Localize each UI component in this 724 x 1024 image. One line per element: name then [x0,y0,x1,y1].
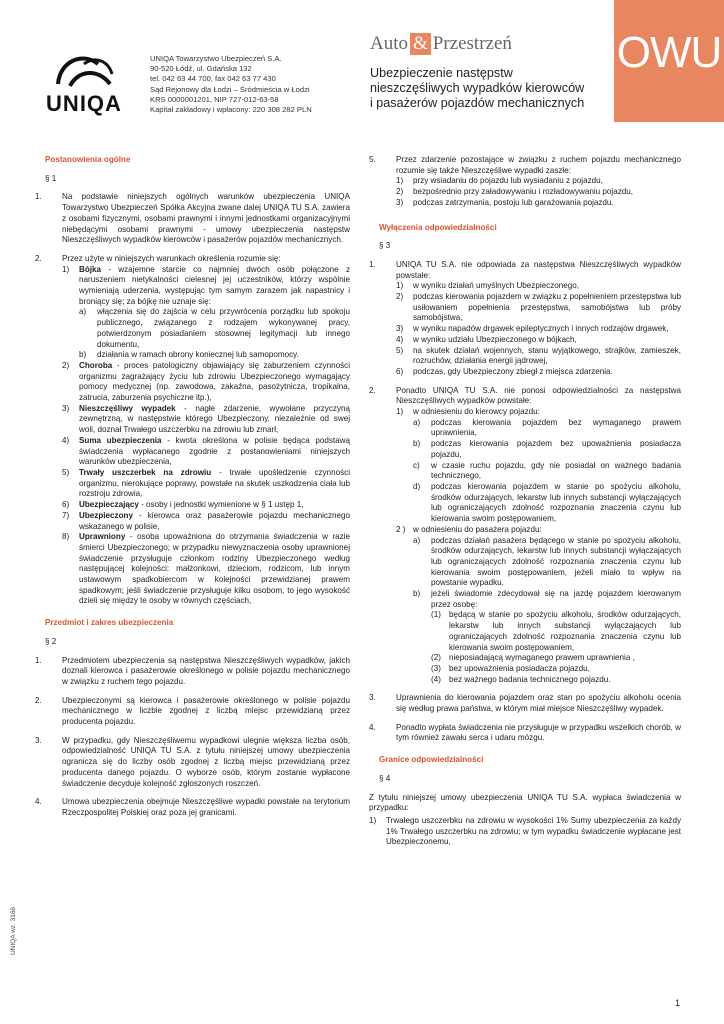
definition [62,436,350,468]
sub-sub-number: (4) [431,674,441,684]
clause-number: 4. [35,797,42,807]
item-text: bezpośrednio przy załadowywaniu i rozładowywaniu pojazdu, [413,187,634,197]
sub-sub-text: nieposiadającą wymaganego prawem uprawnienia , [449,653,635,663]
definition [62,500,350,511]
item-number: 1) [396,176,404,186]
company-line: Sąd Rejonowy dla Łodzi – Śródmieścia w Łodzi [150,84,310,94]
clause-number: 2. [369,385,376,395]
sub-text: podczas działań pasażera będącego w stanie po spożyciu alkoholu, środków odurzających, lekarstw lub innych substancji wyłączających lub ograniczających zdolność rozpoznania znaczenia czynu lub kierowania swoim postępowaniem, jeżeli miało to wpływ na powstanie wypadku, [431,535,681,588]
item-text: w odniesieniu do pasażera pojazdu: [413,524,542,534]
page-number: 1 [675,998,681,1008]
item-number: 5) [396,345,404,355]
sub-letter: a) [413,417,421,427]
def-text: - nagłe zdarzenie, wywołane przyczyną zewnętrzną, w następstwie którego Ubezpieczony, niezależnie od swej woli, doznał Trwałego uszczerbku na zdrowiu lub zmarł, [79,403,350,435]
clause-intro: Z tytułu niniejszej umowy ubezpieczenia UNIQA TU S.A. wypłaca świadczenia w przypadku: [369,792,681,813]
item-text: na skutek działań wojennych, stanu wyjątkowego, strajków, zamieszek, rozruchów, działania energii jądrowej, [413,345,681,366]
item-number: 3) [396,324,404,334]
item-number: 6) [396,366,404,376]
sub-letter: d) [413,481,421,491]
definition [62,468,350,500]
list-item [396,324,681,335]
list-item [396,346,681,367]
sub-letter: b) [413,589,421,599]
clause-body [396,155,681,209]
title-line: Ubezpieczenie następstw [370,66,513,80]
list-item [369,816,681,848]
item-body [413,407,681,525]
list-item [396,367,681,378]
paragraph-heading: § 4 [379,773,391,783]
item-text: podczas, gdy Ubezpieczony zbiegł z miejsca zdarzenia. [413,366,613,376]
def-number: 6) [62,500,70,510]
clause-text: Ponadto UNIQA TU S.A. nie ponosi odpowiedzialności za następstwa Nieszczęśliwych wypadków powstałe: [396,385,681,406]
paragraph-heading: § 3 [379,241,391,251]
sub-letter: b) [413,439,421,449]
clause-text: Na podstawie niniejszych ogólnych warunków ubezpieczenia UNIQA Towarzystwo Ubezpieczeń Spółka Akcyjna zwane dalej UNIQA TU S.A. zawiera z osobami fizycznymi, osobami prawnymi i innymi jednostkami organizacyjnymi niebędącymi osobami prawnymi - umowy ubezpieczenia następstw Nieszczęśliwych wypadków kierowców i pasażerów pojazdów mechanicznych. [62,192,350,245]
clause [35,254,350,607]
def-body [79,511,350,532]
uniqa-logo-mark-icon [38,50,130,90]
product-brand [370,33,512,55]
item-number: 4) [396,334,404,344]
clause [35,696,350,728]
def-body [79,404,350,436]
item-number: 2 ) [396,524,406,534]
section-heading-exclusions: Wyłączenia odpowiedzialności [379,222,497,232]
sub-body [431,589,681,685]
sub-sub-number: (3) [431,663,441,673]
brand-auto: Auto [370,33,408,54]
owu-badge-label: OWU [616,28,722,77]
def-term: Trwały uszczerbek na zdrowiu [79,467,212,477]
def-body [79,436,350,468]
sub-sub-text: bez ważnego badania technicznego pojazdu. [449,674,611,684]
def-body [79,532,350,607]
clause-number: 3. [369,693,376,703]
list-item [396,176,681,187]
list-item [396,198,681,209]
company-line: 90-520 Łódź, ul. Gdańska 132 [150,64,252,74]
list-item [396,335,681,346]
clause-number: 2. [35,253,42,263]
def-term: Bójka [79,264,102,274]
sub-sub-item [431,664,681,675]
item-text: w wyniku napadów drgawek epileptycznych i innych rodzajów drgawek, [413,324,669,334]
definition [62,532,350,607]
def-number: 1) [62,264,70,274]
def-subitem [79,350,350,361]
clause-text: Ubezpieczonymi są kierowca i pasażerowie określonego w polisie pojazdu mechanicznego w liczbie zgodnej z liczbą miejsc przewidzianą przez producenta pojazdu. [62,695,350,727]
company-line: Kapitał zakładowy i wpłacony: 220 308 282 PLN [150,105,312,115]
list-item [396,281,681,292]
def-number: 5) [62,467,70,477]
def-term: Ubezpieczający [79,500,139,510]
clause-body [396,386,681,686]
item-number: 2) [396,187,404,197]
clause-number: 5. [369,155,376,164]
def-term: Uprawniony [79,532,126,542]
sub-item [413,418,681,439]
item-text: Trwałego uszczerbku na zdrowiu w wysokości 1% Sumy ubezpieczenia za każdy 1% Trwałego uszczerbku na zdrowiu; w tym wypadku świadczenie wypłacane jest Ubezpieczonemu, [386,815,681,847]
def-text: - wzajemne starcie co najmniej dwóch osób połączone z naruszeniem nietykalności cielesnej jej uczestników, którzy wspólnie wymieniają uderzenia, występując tym samym zarazem jak napastnicy i broniący się; za bójkę nie uznaje się: [79,264,350,306]
sub-sub-text: będącą w stanie po spożyciu alkoholu, środków odurzających, lekarstw lub innych substancji wyłączających lub ograniczających zdolność rozpoznania znaczenia czynu lub kierowania swoim postępowaniem, [449,610,681,652]
right-column [369,155,681,848]
def-number: 2) [62,360,70,370]
sub-sub-number: (1) [431,610,441,620]
clause [369,260,681,378]
clause-number: 2. [35,695,42,705]
clause [35,736,350,790]
def-number: 8) [62,532,70,542]
item-text: przy wsiadaniu do pojazdu lub wysiadaniu z pojazdu, [413,176,603,186]
sub-item [413,482,681,525]
list-item [396,292,681,324]
list-item [396,525,681,686]
clause-text: W przypadku, gdy Nieszczęśliwemu wypadkowi ulegnie większa liczba osób, odpowiedzialność UNIQA TU S.A. z tytułu niniejszej umowy ubezpieczenia ogranicza się do liczby osób zgodnej z liczbą miejsc przewidzianą przez producenta danego pojazdu. O wyborze osób, którym zostanie wypłacone świadczenie decyduje kolejność zgłoszonych roszczeń. [62,735,350,788]
sub-letter: a) [413,535,421,545]
item-text: w wyniku działań umyślnych Ubezpieczonego, [413,281,580,291]
left-column [35,155,350,827]
clause-text: Umowa ubezpieczenia obejmuje Nieszczęśliwe wypadki powstałe na terytorium Rzeczpospolitej Polskiej oraz poza jej granicami. [62,797,350,817]
clause-number: 1. [35,192,42,202]
clause-number: 4. [369,722,376,732]
sub-sub-item [431,610,681,653]
uniqa-logo [38,50,130,117]
clause-number: 1. [369,259,376,269]
item-text: w wyniku udziału Ubezpieczonego w bójkach, [413,334,577,344]
brand-ampersand: & [410,33,431,55]
sub-item [413,589,681,685]
uniqa-logo-word: UNIQA [46,91,122,116]
def-text: - trwałe upośledzenie czynności organizmu, nierokujące poprawy, powstałe na skutek uszkodzenia ciała lub rozstroju zdrowia, [79,467,350,499]
def-number: 3) [62,403,70,413]
company-line: KRS 0000001201, NIP 727-012-63-58 [150,94,279,104]
def-text: - kwota określona w polisie będąca podstawą świadczenia wypłacanego zgodnie z postanowieniami niniejszych warunków ubezpieczenia, [79,435,350,467]
sub-item [413,461,681,482]
clause [369,693,681,714]
def-subitem [79,307,350,350]
sub-text: podczas kierowania pojazdem bez upoważnienia posiadacza pojazdu, [431,439,681,459]
definition [62,404,350,436]
def-term: Choroba [79,360,113,370]
clause-text: Ponadto wypłata świadczenia nie przysługuje w przypadku wszelkich chorób, w tym również zawału serca i udaru mózgu. [396,722,681,743]
sub-text: działania w ramach obrony koniecznej lub samopomocy. [97,350,299,360]
sub-letter: a) [79,307,87,317]
item-body [413,525,681,686]
company-info [150,54,312,115]
clause [35,656,350,688]
def-body [79,500,350,511]
item-number: 1) [396,281,404,291]
company-line: UNIQA Towarzystwo Ubezpieczeń S.A. [150,54,282,63]
clause [35,192,350,246]
paragraph-heading: § 1 [45,173,57,183]
clause-text: Przedmiotem ubezpieczenia są następstwa Nieszczęśliwych wypadków, jakich doznali kierowca i pasażerowie określonego w polisie pojazdu mechanicznego w związku z ruchem tego pojazdu. [62,655,350,686]
sub-letter: b) [79,350,87,360]
sub-text: podczas kierowania pojazdem bez wymaganego prawem uprawnienia, [431,417,681,438]
sub-text: podczas kierowania pojazdem w stanie po spożyciu alkoholu, środków odurzających, lekarstw lub innych substancji wyłączających lub ograniczających zdolność rozpoznania znaczenia czynu lub kierowania swoim postępowaniem, [431,481,681,524]
def-term: Suma ubezpieczenia [79,435,162,445]
clause [369,155,681,209]
item-number: 1) [369,815,377,825]
title-line: nieszczęśliwych wypadków kierowców [370,81,585,95]
def-body [79,361,350,404]
list-item [396,187,681,198]
sub-item [413,439,681,460]
list-item [396,407,681,525]
sub-sub-item [431,653,681,664]
company-line: tel. 042 63 44 700, fax 042 63 77 430 [150,74,276,84]
sub-text: włączenia się do zajścia w celu przywrócenia porządku lub spokoju publicznego, związanego z rodzajem wykonywanej pracy, potwierdzonym posiadaniem stosownej legitymacji lub innego dokumentu, [97,307,350,349]
section-heading-general: Postanowienia ogólne [45,155,131,164]
clause-text: Przez użyte w niniejszych warunkach określenia rozumie się: [62,253,281,263]
sub-sub-number: (2) [431,653,441,663]
brand-przestrzen: Przestrzeń [432,33,512,54]
sub-sub-text: bez upoważnienia posiadacza pojazdu, [449,663,590,673]
item-number: 1) [396,407,404,417]
definition [62,361,350,404]
item-number: 2) [396,292,404,302]
def-text: - osoby i jednostki wymienione w § 1 ustęp 1, [138,500,304,510]
section-heading-scope: Przedmiot i zakres ubezpieczenia [45,618,174,628]
def-text: - osoba upoważniona do otrzymania świadczenia w razie śmierci Ubezpieczonego; w przypadku niewyznaczenia osoby uprawnionej świadczenie przysługuje członkom rodziny Ubezpieczonego według następującej kolejności: małżonkowi, dzieciom, rodzicom, lub innym ustawowym spadkobiercom w kolejności przewidzianej prawem spadkowym; jeśli świadczenie przysługuje kilku osobom, to jego wysokość dzieli się między te osoby w równych częściach, [79,532,350,606]
def-number: 7) [62,510,70,520]
def-term: Nieszczęśliwy wypadek [79,403,176,413]
item-number: 3) [396,197,404,207]
item-text: w odniesieniu do kierowcy pojazdu: [413,407,540,417]
title-line: i pasażerów pojazdów mechanicznych [370,96,585,110]
clause [35,797,350,818]
clause [369,386,681,686]
def-text: - proces patologiczny objawiający się zaburzeniem czynności organizmu zagrażający życiu lub zdrowiu Ubezpieczonego wymagający pomocy medycznej (np. zawodowa, zakaźna, pasożytnicza, tropikalna, zatrucia, zaburzenia psychiczne itp.), [79,360,350,403]
def-body [79,265,350,361]
clause-body [396,260,681,378]
sub-letter: c) [413,460,420,470]
clause [369,723,681,744]
clause-number: 1. [35,655,42,665]
definition [62,265,350,361]
paragraph-heading: § 2 [45,636,57,646]
section-heading-limits: Granice odpowiedzialności [379,755,484,765]
def-term: Ubezpieczony [79,510,133,520]
def-body [79,468,350,500]
def-text: - kierowca oraz pasażerowie pojazdu mechanicznego wskazanego w polisie, [79,510,350,531]
form-code: UNIQA wz. 3166 [10,906,17,955]
clause-body [62,254,350,607]
sub-text: w czasie ruchu pojazdu, gdy nie posiadał on ważnego badania technicznego, [431,460,681,481]
clause-text: Uprawnienia do kierowania pojazdem oraz stan po spożyciu alkoholu ocenia się według prawa państwa, w którym miał miejsce Nieszczęśliwy wypadek. [396,693,681,714]
clause-text: UNIQA TU S.A. nie odpowiada za następstwa Nieszczęśliwych wypadków powstałe: [396,259,681,280]
item-text: podczas kierowania pojazdem w związku z popełnieniem przestępstwa lub usiłowaniem popełnienia przestępstwa, samobójstwa lub próby samobójstwa, [413,292,681,323]
sub-sub-item [431,675,681,686]
clause-number: 3. [35,735,42,745]
item-text: podczas zatrzymania, postoju lub garażowania pojazdu. [413,197,614,207]
sub-item [413,536,681,590]
definition [62,511,350,532]
clause-text: Przez zdarzenie pozostające w związku z ruchem pojazdu mechanicznego rozumie się także Nieszczęśliwe wypadki zaszłe: [396,155,681,175]
def-number: 4) [62,435,70,445]
document-title [370,66,610,111]
sub-text: jeżeli świadomie zdecydował się na jazdę pojazdem kierowanym przez osobę: [431,589,681,609]
